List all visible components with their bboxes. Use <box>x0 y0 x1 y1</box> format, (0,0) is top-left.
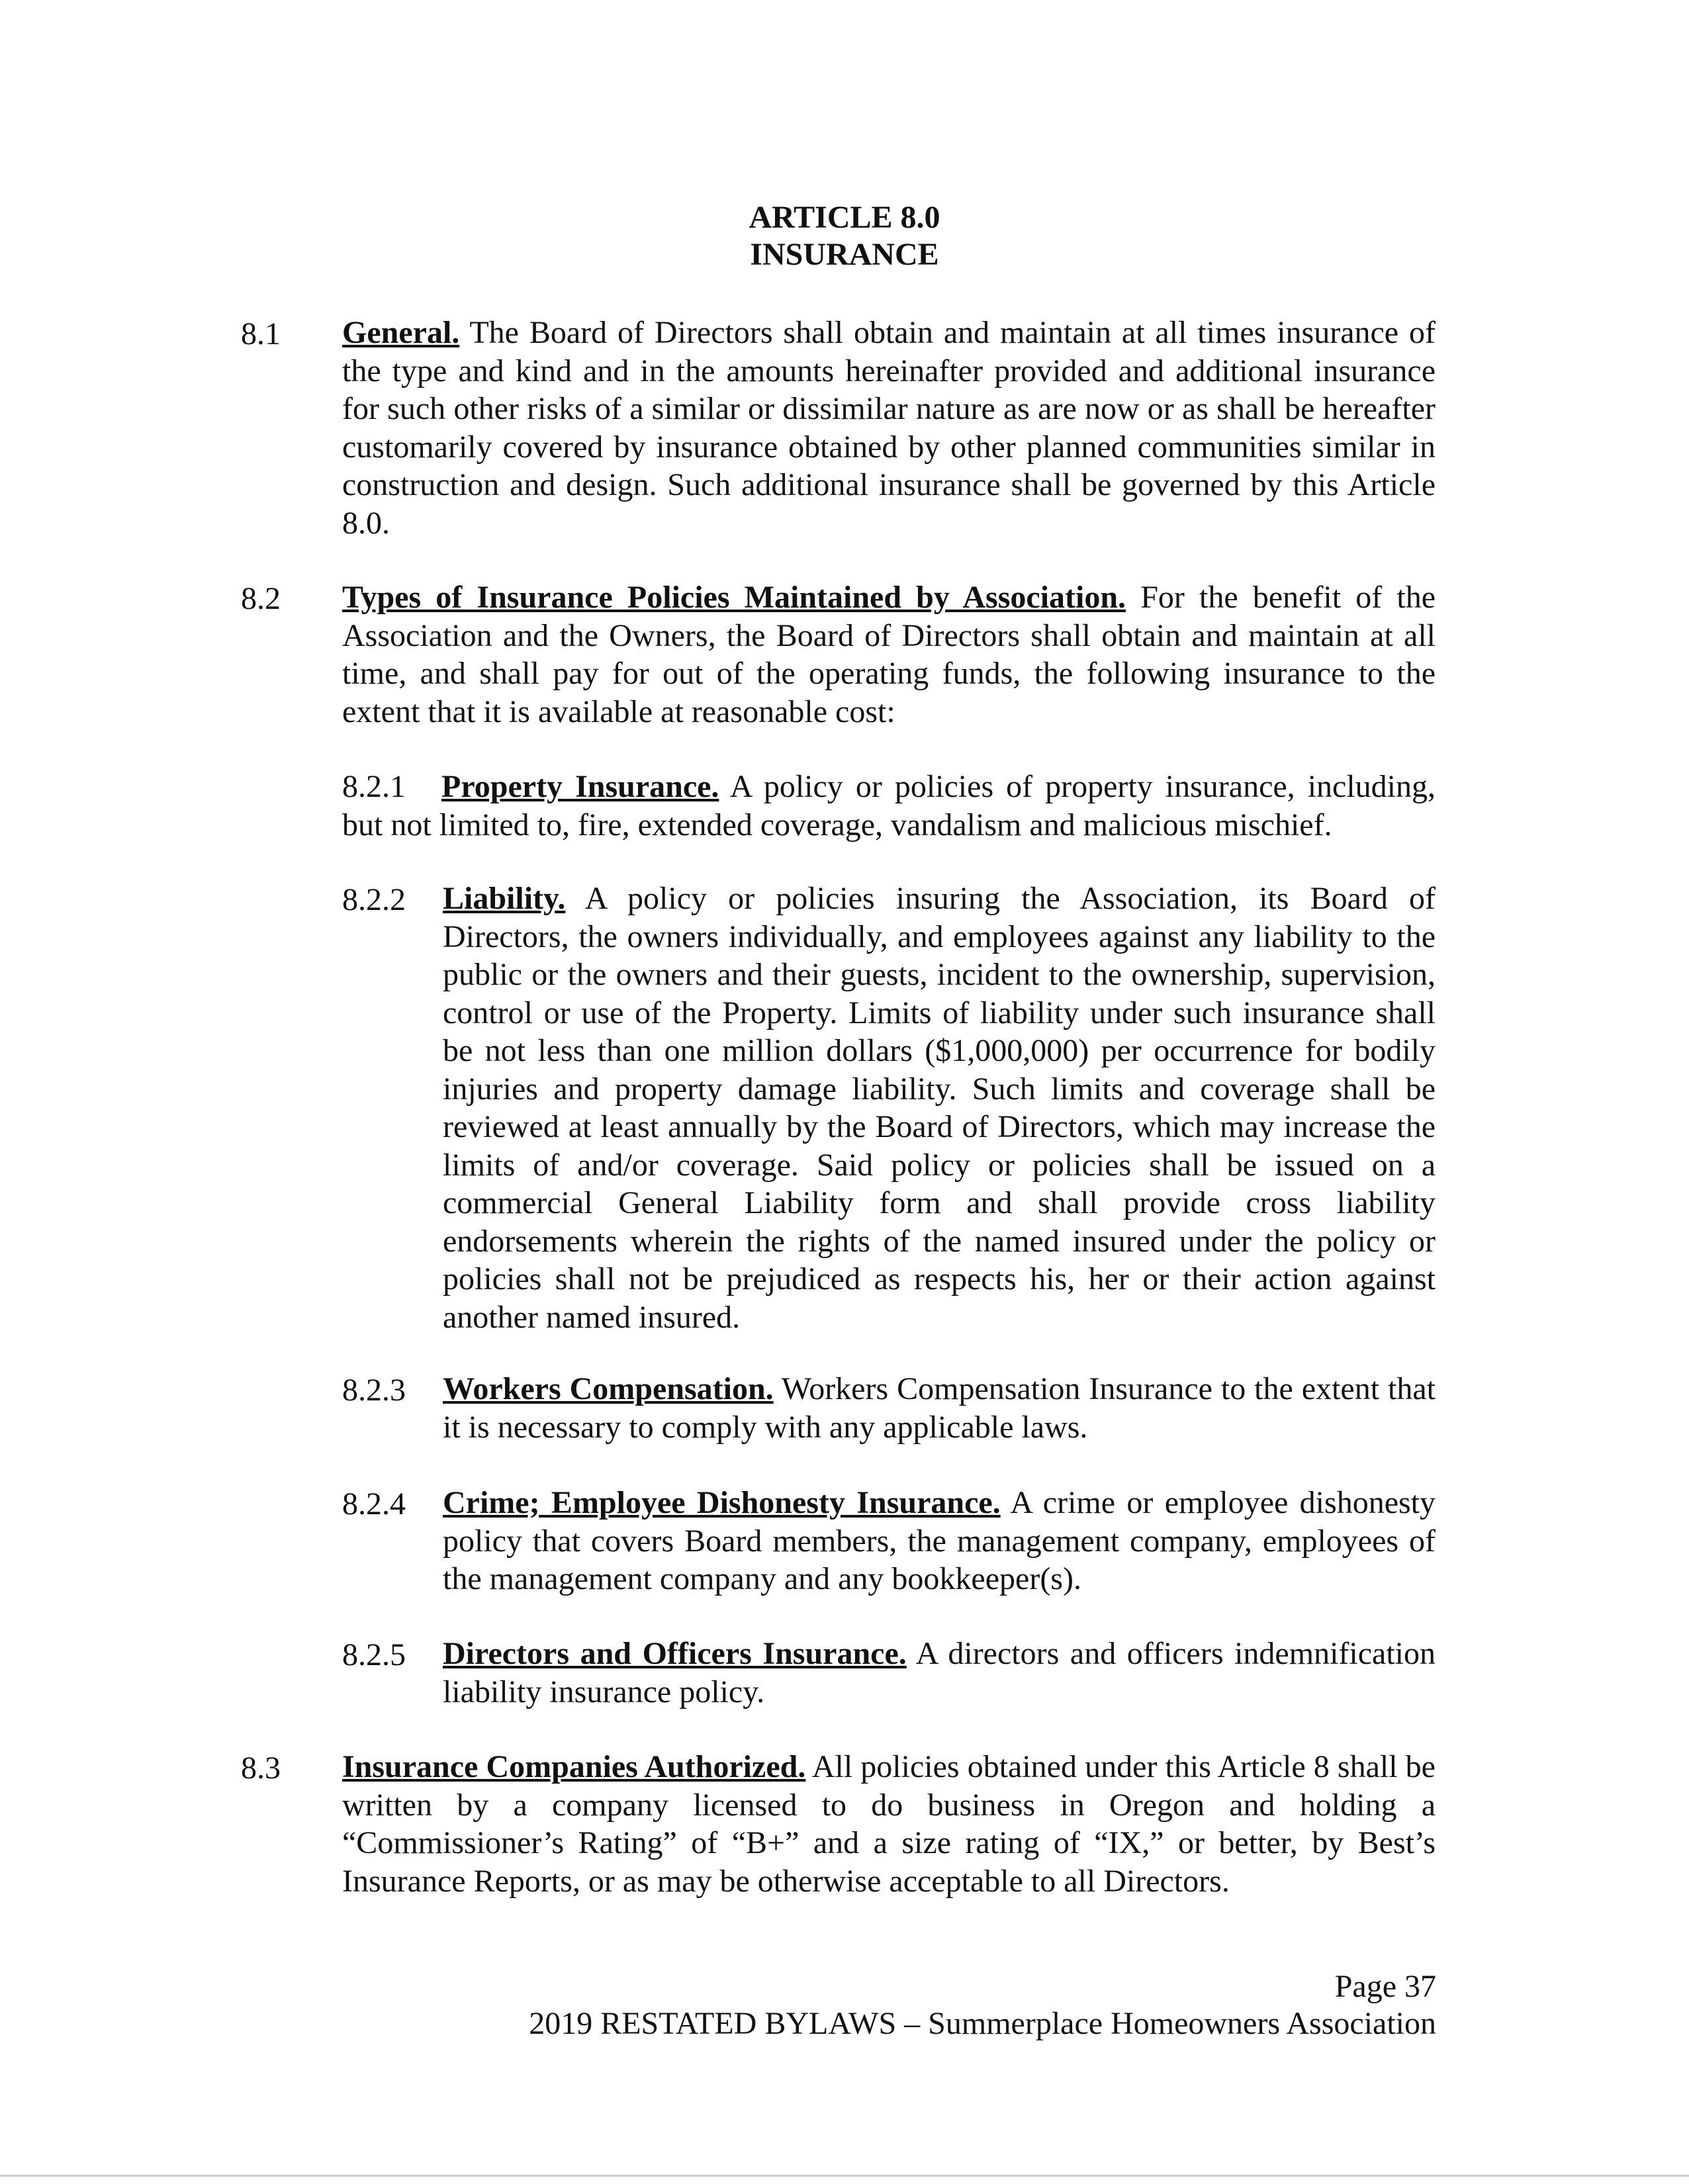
article-number: ARTICLE 8.0 <box>749 200 940 235</box>
section-number: 8.2.1 <box>342 769 406 804</box>
section-number: 8.2.2 <box>342 882 406 917</box>
section-number: 8.1 <box>241 316 281 351</box>
section-number: 8.3 <box>241 1751 281 1786</box>
section-8-2-3 <box>443 1370 1436 1446</box>
page-number: Page 37 <box>1334 1969 1436 2004</box>
section-8-2-5 <box>443 1635 1436 1711</box>
section-number: 8.2 <box>241 581 281 616</box>
section-8-2-1 <box>342 768 1436 844</box>
section-number: 8.2.3 <box>342 1373 406 1408</box>
scan-edge-line <box>0 2175 1689 2177</box>
section-8-2-2 <box>443 880 1436 1336</box>
section-text: A crime or employee dishonesty policy that covers Board members, the management company, employees of the management company and any bookkeeper(s). <box>443 1485 1436 1596</box>
section-heading: Liability. <box>443 881 566 916</box>
section-heading: Workers Compensation. <box>443 1371 774 1406</box>
section-8-2 <box>342 578 1436 731</box>
section-8-2-4 <box>443 1484 1436 1598</box>
section-text: A policy or policies insuring the Association, its Board of Directors, the owners individually, and employees against any liability to the public or the owners and their guests, incident to the ownership, supervision, control or use of the Property. Limits of liability under such insurance shall be not less than one million dollars ($1,000,000) per occurrence for bodily injuries and property damage liability. Such limits and coverage shall be reviewed at least annually by the Board of Directors, which may increase the limits of and/or coverage. Said policy or policies shall be issued on a commercial General Liability form and shall provide cross liability endorsements wherein the rights of the named insured under the policy or policies shall not be prejudiced as respects his, her or their action against another named insured. <box>443 881 1436 1335</box>
section-heading: General. <box>342 315 460 350</box>
section-number: 8.2.5 <box>342 1637 406 1672</box>
section-heading: Directors and Officers Insurance. <box>443 1636 907 1671</box>
section-text: All policies obtained under this Article 8 shall be written by a company licensed to do business in Oregon and holding a “Commissioner’s Rating” of “B+” and a size rating of “IX,” or better, by Best’s Insurance Reports, or as may be otherwise acceptable to all Directors. <box>342 1749 1436 1899</box>
section-heading: Crime; Employee Dishonesty Insurance. <box>443 1485 1001 1520</box>
section-number: 8.2.4 <box>342 1486 406 1522</box>
section-text: For the benefit of the Association and the Owners, the Board of Directors shall obtain and maintain at all time, and shall pay for out of the operating funds, the following insurance to the extent that it is available at reasonable cost: <box>342 580 1436 729</box>
section-text: A policy or policies of property insurance, including, but not limited to, fire, extended coverage, vandalism and malicious mischief. <box>342 769 1436 842</box>
section-heading: Types of Insurance Policies Maintained by Association. <box>342 580 1126 615</box>
article-title: INSURANCE <box>750 237 939 272</box>
section-8-1 <box>342 314 1436 542</box>
section-8-3 <box>342 1748 1436 1900</box>
document-footer: 2019 RESTATED BYLAWS – Summerplace Homeowners Association <box>529 2006 1436 2041</box>
section-text: The Board of Directors shall obtain and maintain at all times insurance of the type and kind and in the amounts hereinafter provided and additional insurance for such other risks of a similar or dissimilar nature as are now or as shall be hereafter customarily covered by insurance obtained by other planned communities similar in construction and design. Such additional insurance shall be governed by this Article 8.0. <box>342 315 1436 541</box>
section-heading: Property Insurance. <box>441 769 719 804</box>
section-text: Workers Compensation Insurance to the extent that it is necessary to comply with any applicable laws. <box>443 1371 1436 1445</box>
section-text: A directors and officers indemnification liability insurance policy. <box>443 1636 1436 1709</box>
section-heading: Insurance Companies Authorized. <box>342 1749 806 1784</box>
